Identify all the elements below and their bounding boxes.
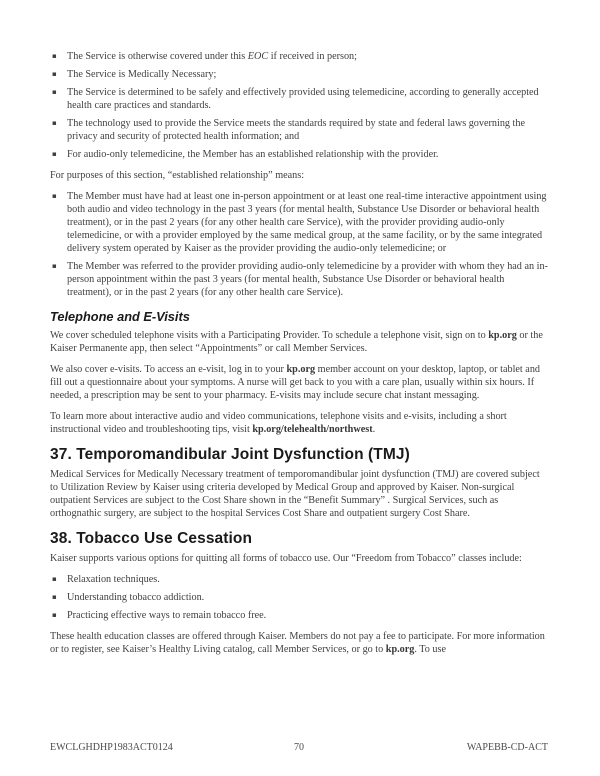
bullet-icon: ▪ [52,192,57,200]
paragraph-e-visits [50,363,548,402]
heading-section-37-tmj: 37. Temporomandibular Joint Dysfunction (TMJ) [50,446,410,463]
bullet-icon: ▪ [52,611,57,619]
list-item-text: The Service is otherwise covered under this [67,51,248,62]
paragraph-tmj-body: Medical Services for Medically Necessary treatment of temporomandibular joint dysfunction (TMJ) are covered subject to Utilization Review by Kaiser using criteria developed by Medical Group and approved by Kaiser. Non-surgical outpatient Services are subject to the Cost Share shown in the “Benefit Summary” . Surgical Services, such as orthognathic surgery, are subject to the hospital Services Cost Share and outpatient surgery Cost Share. [50,469,540,519]
paragraph-established-relationship-intro: For purposes of this section, “established relationship” means: [50,170,305,181]
telehealth-url-bold-text: kp.org/telehealth/northwest [252,424,373,435]
list-item-text: The Service is determined to be safely and effectively provided using telemedicine, according to generally accepted health care practices and standards. [67,87,539,111]
bullet-icon: ▪ [52,70,57,78]
paragraph-tobacco-classes-info [50,630,548,656]
list-item-text: if received in person; [268,51,357,62]
paragraph-text: member account on your desktop, laptop, or tablet and fill out a questionnaire about your symptoms. A nurse will get back to you with a care plan, usually within six hours. If needed, a prescription may be sent to your pharmacy. E-visits may include secure chat instant messaging. [50,364,541,401]
established-relationship-list [50,190,548,299]
list-item-text: Practicing effective ways to remain tobacco free. [67,610,267,621]
page-footer [50,742,548,753]
paragraph-text: We cover scheduled telephone visits with a Participating Provider. To schedule a telephone visit, sign on to [50,330,489,341]
paragraph-text: . To use [414,644,447,655]
list-item [50,86,548,112]
bullet-icon: ▪ [52,52,57,60]
list-item [50,573,548,586]
list-item [50,50,548,63]
paragraph-text: These health education classes are offered through Kaiser. Members do not pay a fee to participate. For more information or to register, see Kaiser’s Healthy Living catalog, call Member Services, or go to [50,631,545,655]
tobacco-classes-list [50,573,548,622]
bullet-icon: ▪ [52,150,57,158]
paragraph-text: or the Kaiser Permanente app, then select “Appointments” or call Member Services. [50,330,543,354]
paragraph-text: We also cover e-visits. To access an e-visit, log in to your [50,364,287,375]
bullet-icon: ▪ [52,88,57,96]
list-item [50,148,548,161]
list-item [50,609,548,622]
list-item [50,190,548,255]
bullet-icon: ▪ [52,593,57,601]
paragraph-tobacco-intro: Kaiser supports various options for quitting all forms of tobacco use. Our “Freedom from Tobacco” classes include: [50,553,522,564]
list-item-text: Understanding tobacco addiction. [67,592,205,603]
list-item [50,117,548,143]
list-item [50,591,548,604]
footer-page-number: 70 [294,742,304,753]
kp-org-bold-text: kp.org [385,644,415,655]
footer-doc-id: EWCLGHDHP1983ACT0124 [50,742,173,753]
list-item-text: Relaxation techniques. [67,574,160,585]
kp-org-bold-text: kp.org [488,330,517,341]
list-item-text: The Member was referred to the provider providing audio-only telemedicine by a provider with whom they had an in-person appointment within the past 3 years (for mental health, Substance Use Disorder or behavioral health treatment), or in the past 2 years (for any other health care Service). [67,261,548,298]
footer-doc-code: WAPEBB-CD-ACT [466,742,548,753]
heading-telephone-and-e-visits: Telephone and E-Visits [50,309,190,324]
heading-section-38-tobacco: 38. Tobacco Use Cessation [50,530,253,547]
list-item-text: The Member must have had at least one in-person appointment or at least one real-time interactive appointment using both audio and video technology in the past 3 years (for mental health, Substance Use Disorder or behavioral health treatment), or in the past 2 years (for any other health care Service), with the provider providing audio-only telemedicine, or with a provider employed by the same medical group, at the same facility, or by the same integrated delivery system operated by Kaiser as the provider providing the audio-only telemedicine; or [67,191,547,254]
list-item-text: The technology used to provide the Service meets the standards required by state and federal laws governing the privacy and security of protected health information; and [67,118,526,142]
eoc-italic-text: EOC [247,51,269,62]
paragraph-text: . [372,424,376,435]
paragraph-text: To learn more about interactive audio and video communications, telephone visits and e-visits, including a short instructional video and troubleshooting tips, visit [50,411,507,435]
bullet-icon: ▪ [52,575,57,583]
paragraph-telehealth-learn-more [50,410,548,436]
list-item-text: The Service is Medically Necessary; [67,69,217,80]
bullet-icon: ▪ [52,119,57,127]
list-item-text: For audio-only telemedicine, the Member has an established relationship with the provider. [67,149,439,160]
paragraph-telephone-visits [50,329,548,355]
bullet-icon: ▪ [52,262,57,270]
list-item [50,68,548,81]
kp-org-bold-text: kp.org [286,364,316,375]
telemedicine-conditions-list [50,50,548,161]
list-item [50,260,548,299]
